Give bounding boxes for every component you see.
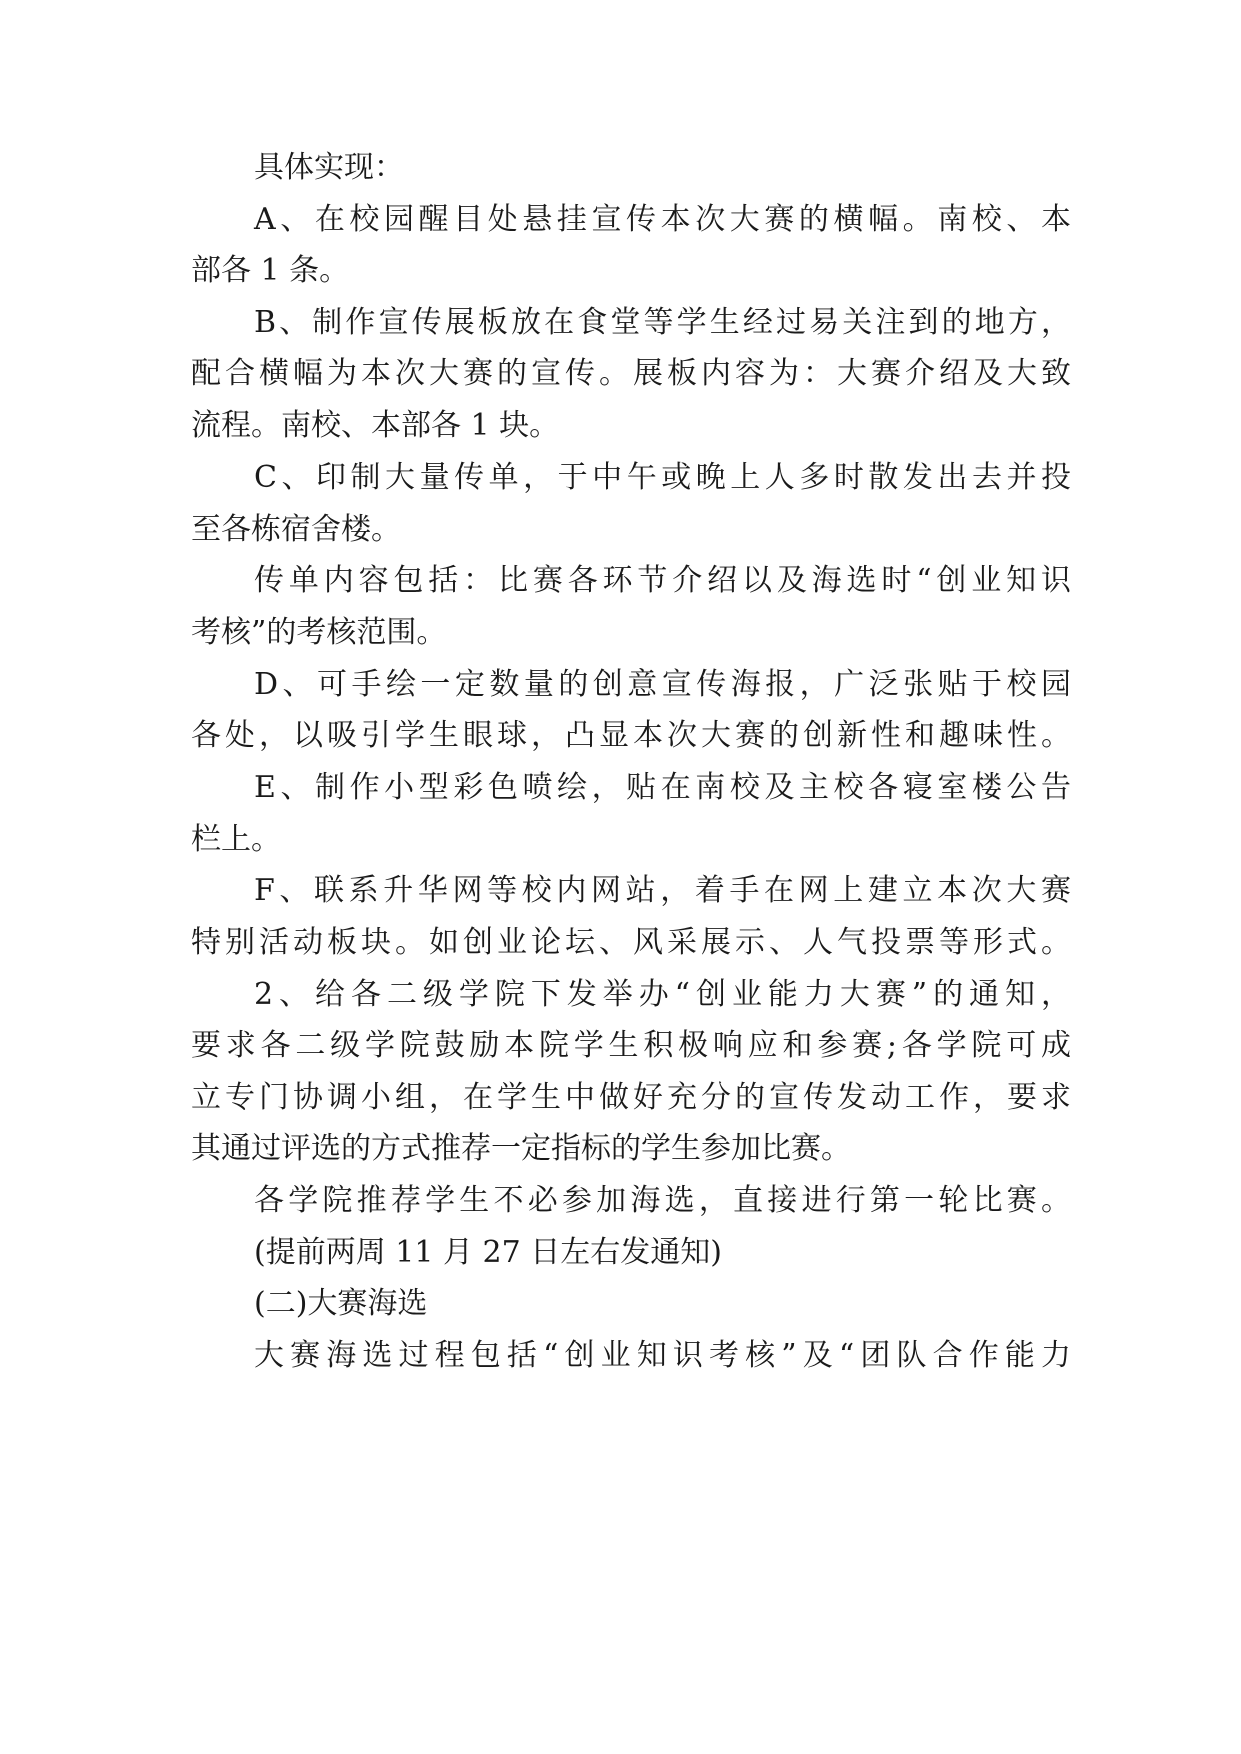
text-line: C、印制大量传单，于中午或晚上人多时散发出去并投 xyxy=(254,460,1071,495)
text-line: 考核”的考核范围。 xyxy=(191,615,447,650)
text-line: A、在校园醒目处悬挂宣传本次大赛的横幅。南校、本 xyxy=(254,202,1071,237)
text-line: (提前两周 11 月 27 日左右发通知) xyxy=(254,1235,722,1270)
section-heading: (二)大赛海选 xyxy=(254,1286,428,1321)
text-line: 部各 1 条。 xyxy=(191,253,350,288)
text-line: 传单内容包括：比赛各环节介绍以及海选时“创业知识 xyxy=(254,563,1071,598)
text-line: 各处，以吸引学生眼球，凸显本次大赛的创新性和趣味性。 xyxy=(191,718,1071,753)
text-line: 至各栋宿舍楼。 xyxy=(191,512,401,547)
text-line: 要求各二级学院鼓励本院学生积极响应和参赛;各学院可成 xyxy=(191,1028,1071,1063)
text-line: F、联系升华网等校内网站，着手在网上建立本次大赛 xyxy=(254,873,1071,908)
text-line: 其通过评选的方式推荐一定指标的学生参加比赛。 xyxy=(191,1131,851,1166)
text-line: B、制作宣传展板放在食堂等学生经过易关注到的地方， xyxy=(254,305,1071,340)
text-line: 具体实现： xyxy=(254,150,404,185)
text-line: 特别活动板块。如创业论坛、风采展示、人气投票等形式。 xyxy=(191,925,1071,960)
text-line: 大赛海选过程包括“创业知识考核”及“团队合作能力 xyxy=(254,1338,1071,1373)
text-line: 栏上。 xyxy=(191,822,281,857)
text-line: 流程。南校、本部各 1 块。 xyxy=(191,408,560,443)
text-line: 立专门协调小组，在学生中做好充分的宣传发动工作，要求 xyxy=(191,1080,1071,1115)
text-line: D、可手绘一定数量的创意宣传海报，广泛张贴于校园 xyxy=(254,667,1071,702)
text-line: 各学院推荐学生不必参加海选，直接进行第一轮比赛。 xyxy=(254,1183,1071,1218)
text-line: 2、给各二级学院下发举办“创业能力大赛”的通知， xyxy=(254,977,1071,1012)
text-line: 配合横幅为本次大赛的宣传。展板内容为：大赛介绍及大致 xyxy=(191,356,1071,391)
text-line: E、制作小型彩色喷绘，贴在南校及主校各寝室楼公告 xyxy=(254,770,1071,805)
